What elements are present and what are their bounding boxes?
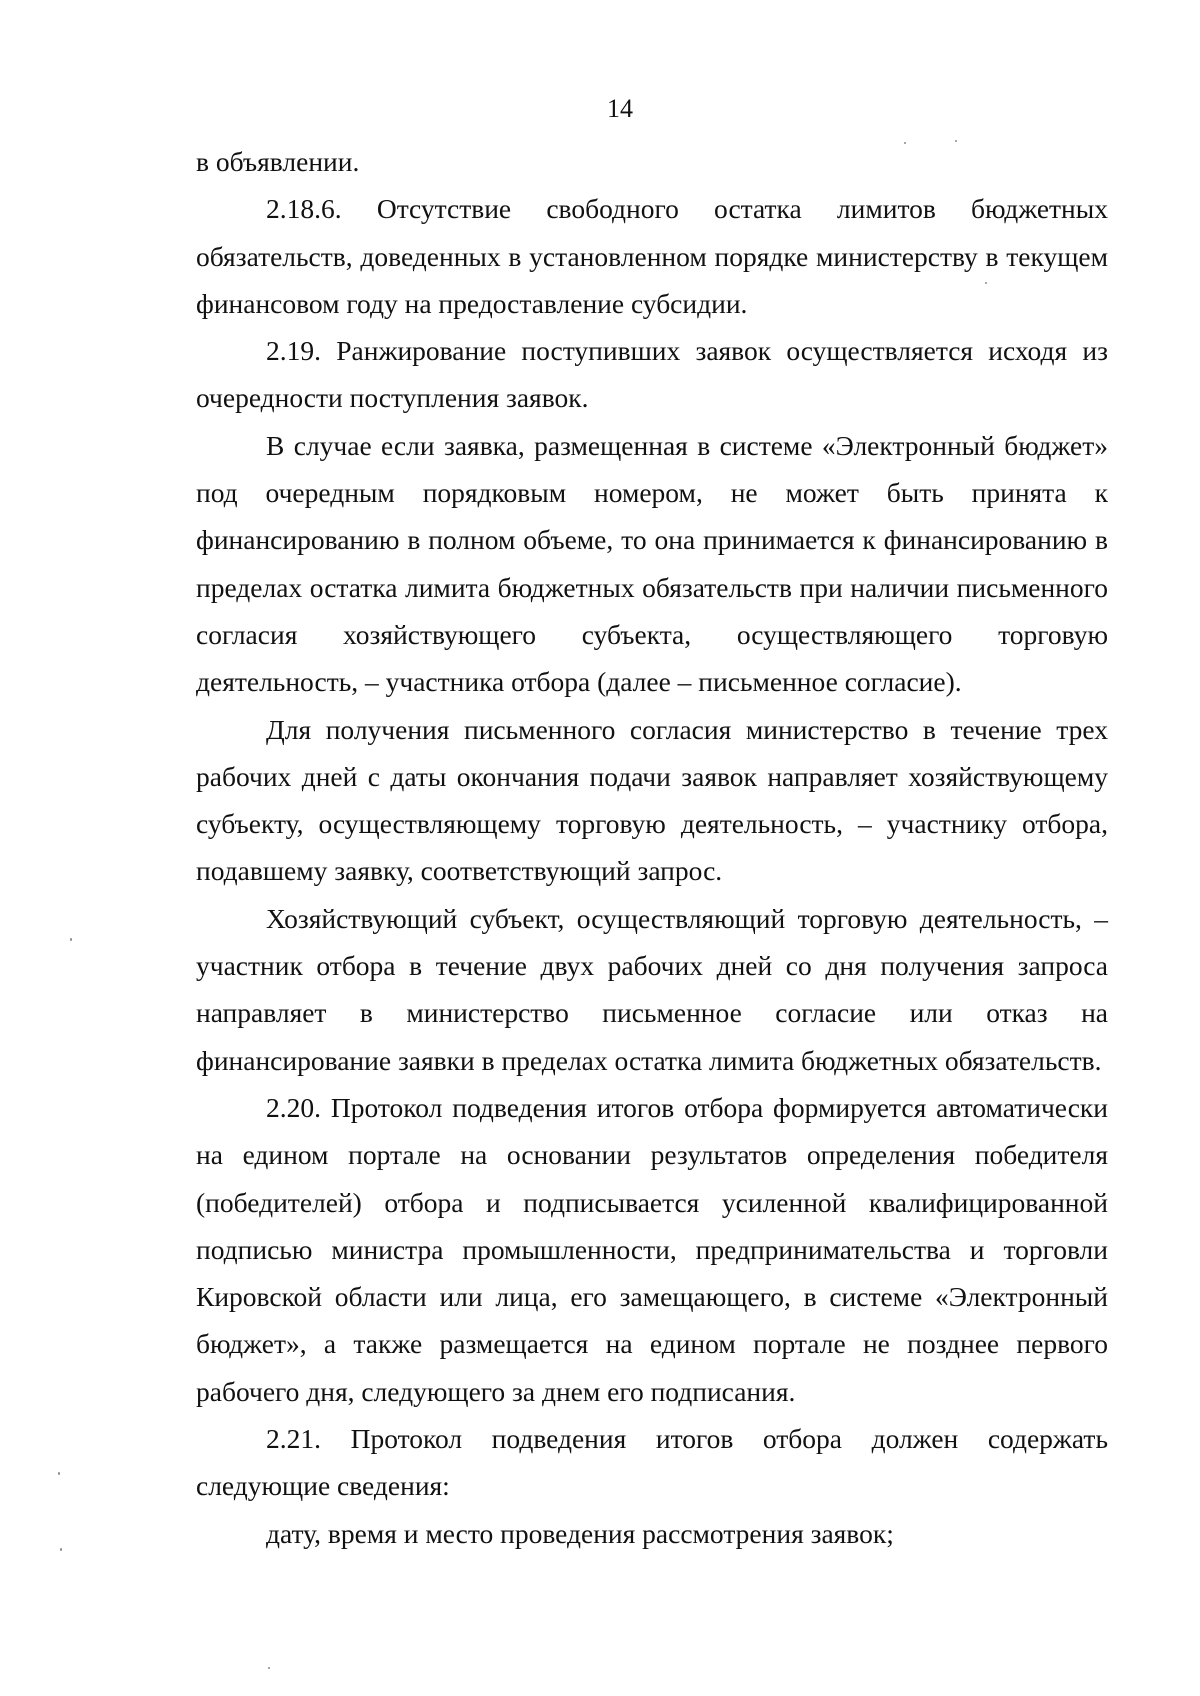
scan-speck — [904, 142, 906, 144]
scan-speck — [268, 1667, 270, 1669]
page-number: 14 — [607, 94, 633, 123]
scan-speck — [58, 1472, 60, 1475]
paragraph: 2.19. Ранжирование поступивших заявок осуществляется исходя из очередности поступления заявок. — [196, 335, 1108, 414]
paragraph: В случае если заявка, размещенная в системе «Электронный бюджет» под очередным порядковым номером, не может быть принята к финансированию в полном объеме, то она принимается к финансированию в пределах остатка лимита бюджетных обязательств при наличии письменного согласия хозяйствующего субъекта, осуществляющего торговую деятельность, – участника отбора (далее – письменное согласие). — [196, 429, 1108, 698]
paragraph: 2.20. Протокол подведения итогов отбора формируется автоматически на едином портале на основании результатов определения победителя (победителей) отбора и подписывается усиленной квалифицированной подписью министра промышленности, предпринимательства и торговли Кировской области или лица, его замещающего, в системе «Электронный бюджет», а также размещается на едином портале не позднее первого рабочего дня, следующего за днем его подписания. — [196, 1091, 1108, 1407]
paragraph: 2.18.6. Отсутствие свободного остатка лимитов бюджетных обязательств, доведенных в установленном порядке министерству в текущем финансовом году на предоставление субсидии. — [196, 193, 1108, 319]
paragraph: в объявлении. — [196, 146, 360, 177]
paragraph: дату, время и место проведения рассмотрения заявок; — [266, 1517, 894, 1549]
scan-speck — [985, 282, 987, 284]
paragraph: Для получения письменного согласия министерство в течение трех рабочих дней с даты окончания подачи заявок направляет хозяйствующему субъекту, осуществляющему торговую деятельность, – участнику отбора, подавшему заявку, соответствующий запрос. — [196, 713, 1108, 887]
paragraph: Хозяйствующий субъект, осуществляющий торговую деятельность, – участник отбора в течение двух рабочих дней со дня получения запроса направляет в министерство письменное согласие или отказ на финансирование заявки в пределах остатка лимита бюджетных обязательств. — [196, 902, 1108, 1076]
scan-speck — [60, 1548, 62, 1551]
scan-speck — [70, 938, 72, 941]
paragraph: 2.21. Протокол подведения итогов отбора должен содержать следующие сведения: — [196, 1423, 1108, 1502]
document-body — [196, 138, 1108, 1557]
scan-speck — [955, 140, 957, 142]
